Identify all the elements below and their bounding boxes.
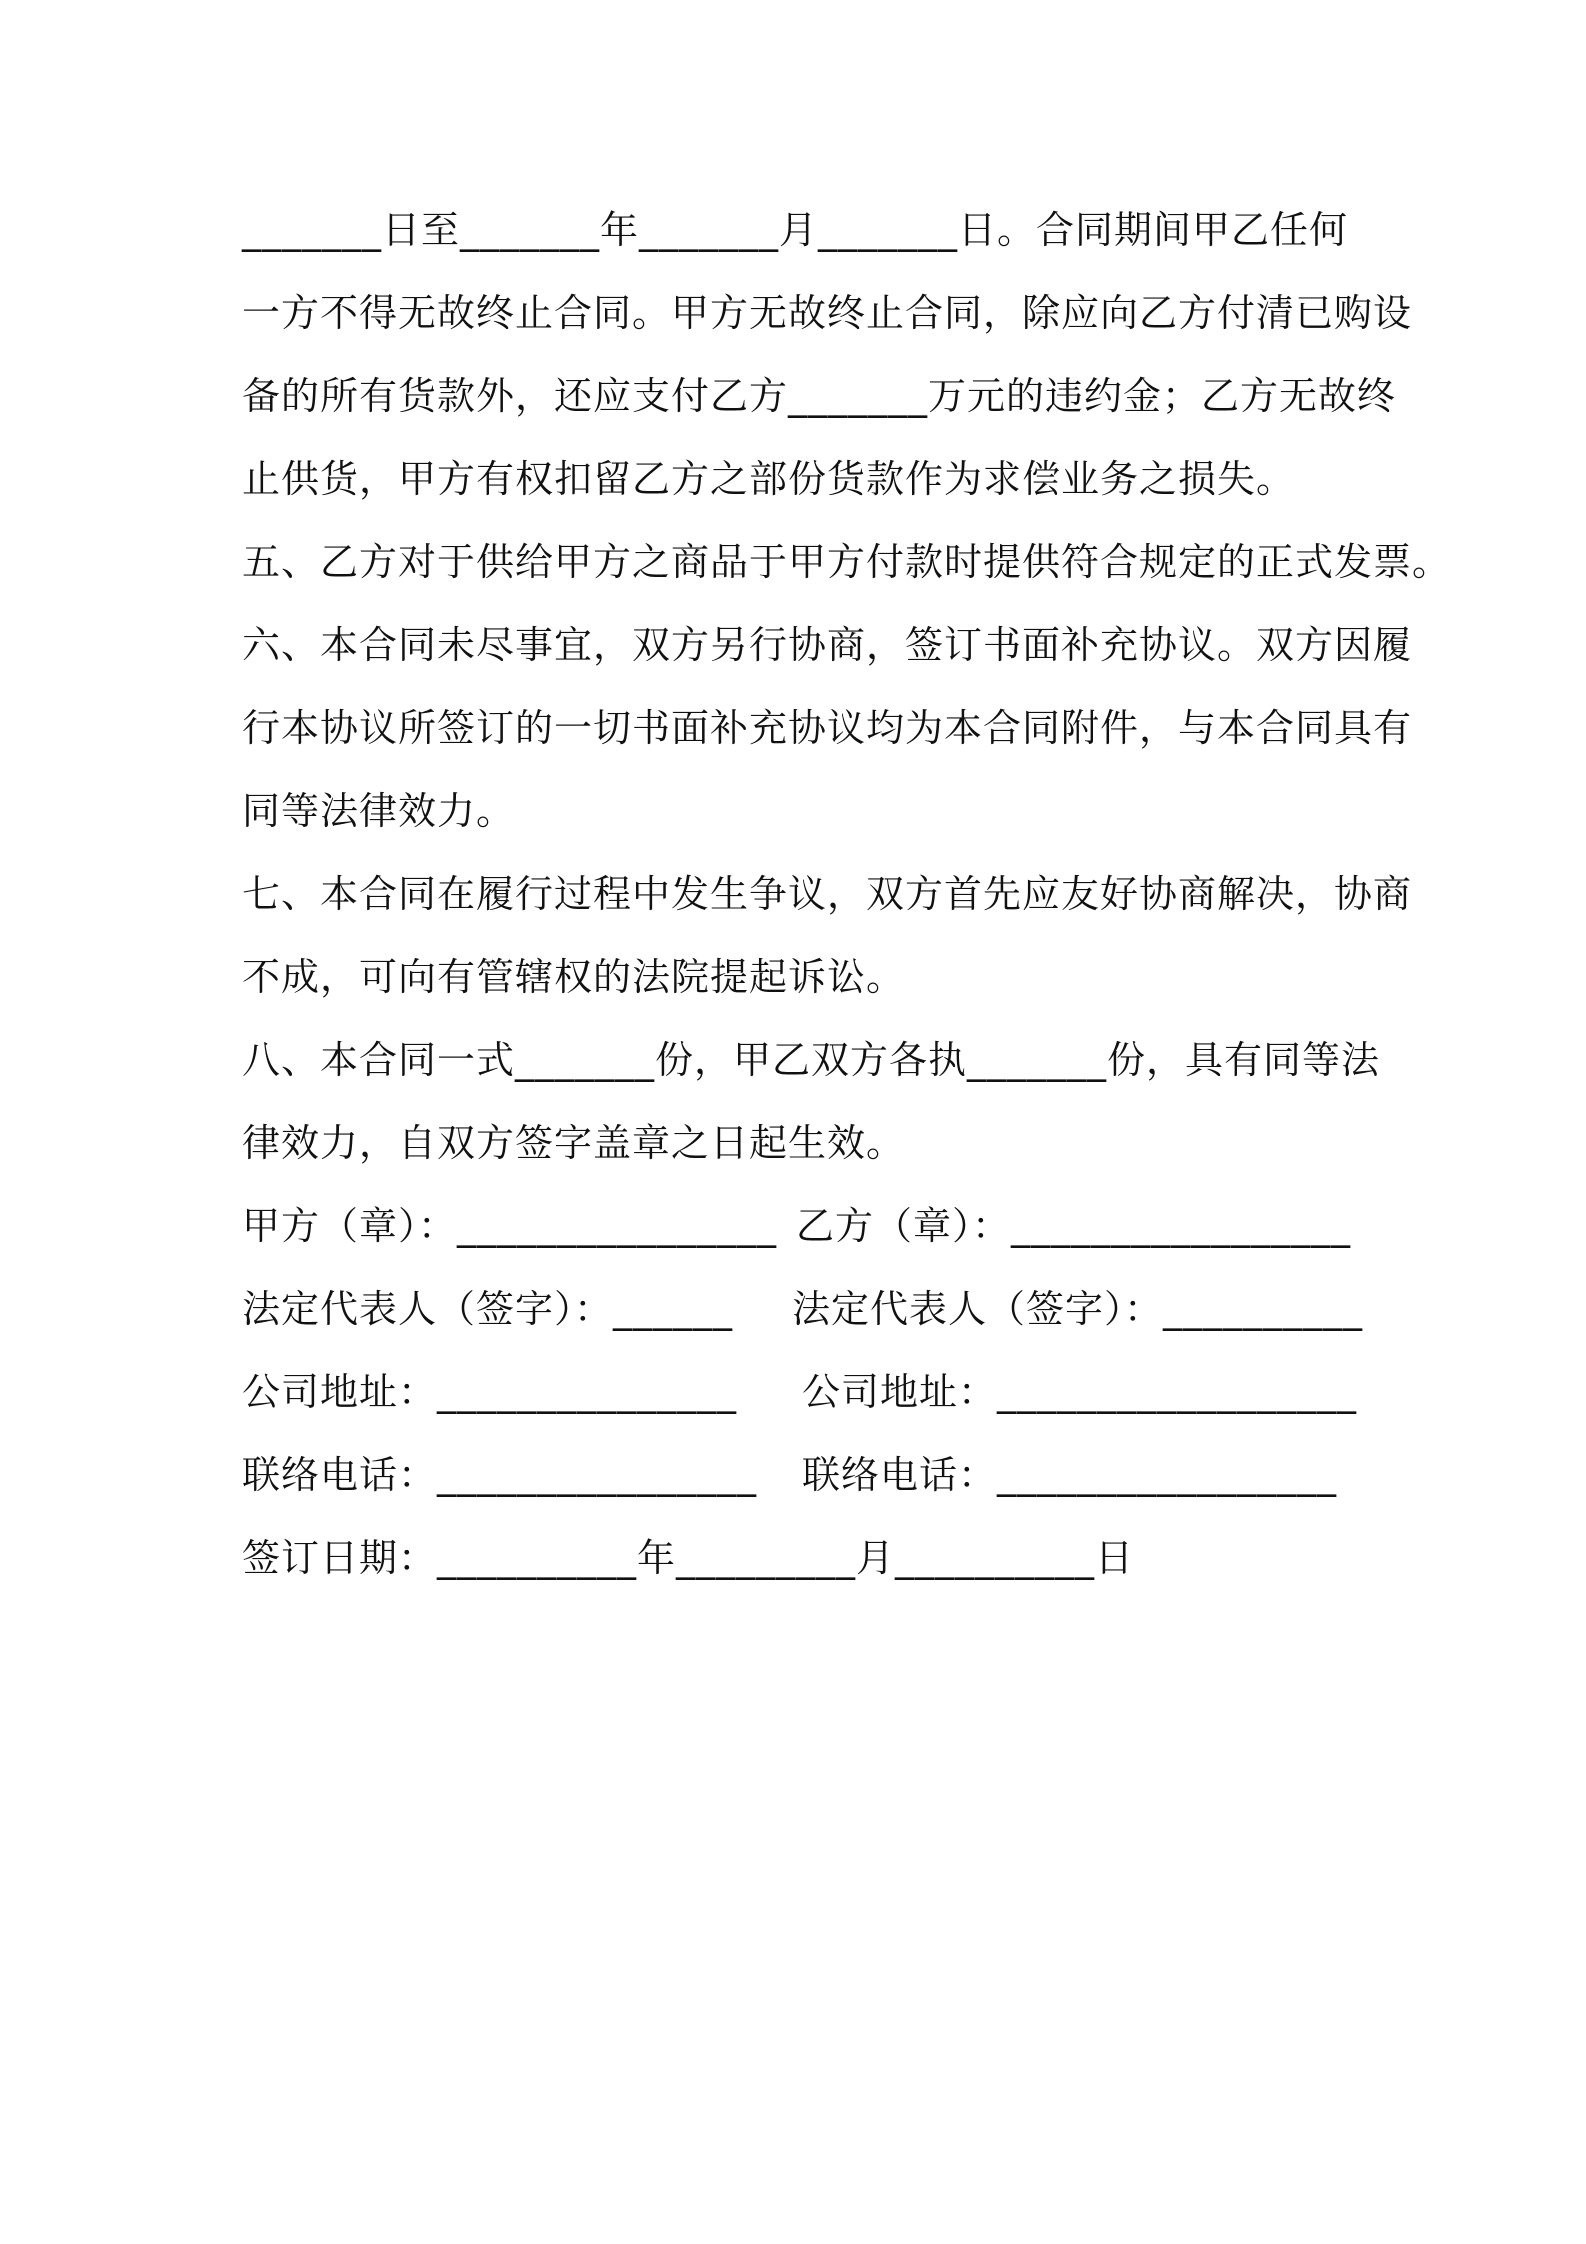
clause-five: 五、乙方对于供给甲方之商品于甲方付款时提供符合规定的正式发票。 bbox=[242, 540, 1452, 584]
paragraph-line: 备的所有货款外，还应支付乙方_______万元的违约金；乙方无故终 bbox=[242, 374, 1397, 418]
paragraph-line: 同等法律效力。 bbox=[242, 789, 516, 833]
party-b-seal-field: 乙方（章）：_________________ bbox=[796, 1204, 1352, 1248]
party-a-representative-field: 法定代表人（签字）：______ bbox=[242, 1287, 734, 1331]
party-b-representative-field: 法定代表人（签字）：__________ bbox=[792, 1287, 1364, 1331]
clause-seven: 七、本合同在履行过程中发生争议，双方首先应友好协商解决，协商 bbox=[242, 872, 1413, 916]
clause-eight: 八、本合同一式_______份，甲乙双方各执_______份，具有同等法 bbox=[242, 1038, 1381, 1082]
party-a-phone-field: 联络电话：________________ bbox=[242, 1453, 758, 1497]
party-b-phone-field: 联络电话：_________________ bbox=[802, 1453, 1338, 1497]
paragraph-line: _______日至_______年_______月_______日。合同期间甲乙任何 bbox=[242, 208, 1349, 252]
party-a-seal-field: 甲方（章）：________________ bbox=[242, 1204, 778, 1248]
paragraph-line: 律效力，自双方签字盖章之日起生效。 bbox=[242, 1121, 906, 1165]
paragraph-line: 不成，可向有管辖权的法院提起诉讼。 bbox=[242, 955, 906, 999]
paragraph-line: 一方不得无故终止合同。甲方无故终止合同，除应向乙方付清已购设 bbox=[242, 291, 1413, 335]
sign-date-field: 签订日期：__________年_________月__________日 bbox=[242, 1536, 1135, 1580]
party-a-address-field: 公司地址：_______________ bbox=[242, 1370, 738, 1414]
party-b-address-field: 公司地址：__________________ bbox=[802, 1370, 1358, 1414]
paragraph-line: 行本协议所签订的一切书面补充协议均为本合同附件，与本合同具有 bbox=[242, 706, 1413, 750]
clause-six: 六、本合同未尽事宜，双方另行协商，签订书面补充协议。双方因履 bbox=[242, 623, 1413, 667]
paragraph-line: 止供货，甲方有权扣留乙方之部份货款作为求偿业务之损失。 bbox=[242, 457, 1296, 501]
